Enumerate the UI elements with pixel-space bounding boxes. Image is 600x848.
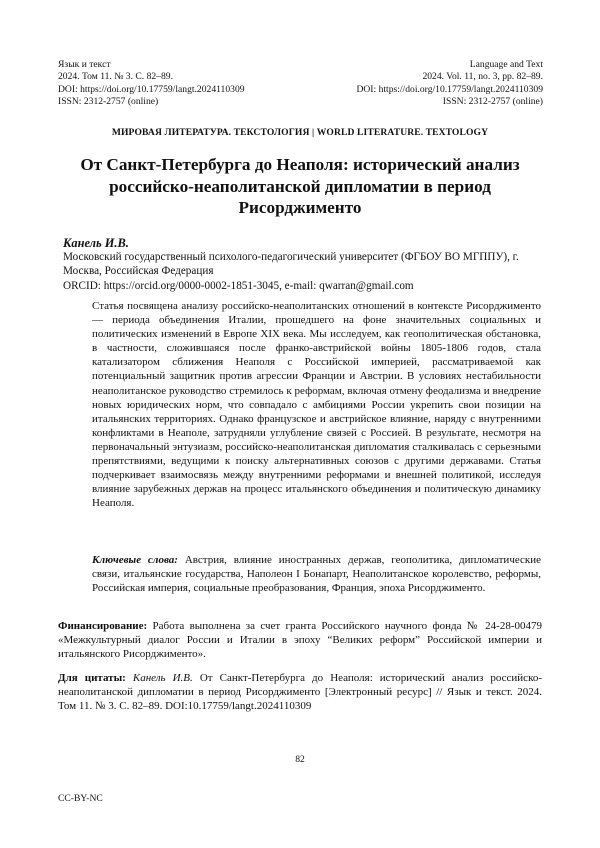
author-affiliation: [63, 250, 541, 293]
orcid-line[interactable]: ORCID: https://orcid.org/0000-0002-1851-3045, e-mail: qwarran@gmail.com: [63, 279, 541, 293]
journal-page: [0, 0, 600, 848]
section-heading: МИРОВАЯ ЛИТЕРАТУРА. ТЕКСТОЛОГИЯ | WORLD LITERATURE. TEXTOLOGY: [0, 127, 600, 138]
doi-ru[interactable]: DOI: https://doi.org/10.17759/langt.2024110309: [58, 84, 245, 96]
page-number: 82: [0, 754, 600, 765]
keywords-label: Ключевые слова:: [92, 554, 178, 566]
article-title: От Санкт-Петербурга до Неаполя: исторический анализ российско-неаполитанской дипломатии в период Рисорджименто: [50, 154, 550, 219]
journal-name-ru: Язык и текст: [58, 59, 245, 71]
funding-label: Финансирование:: [58, 620, 147, 632]
keywords-text: Австрия, влияние иностранных держав, геополитика, дипломатические связи, итальянские государства, Наполеон I Бонапарт, Неаполитанское королевство, реформы, Российская империя, социальные преобразования, Франция, эпоха Рисорджименто.: [92, 554, 541, 594]
journal-name-en: Language and Text: [356, 59, 543, 71]
header-english: [356, 59, 543, 109]
funding: [58, 619, 542, 661]
issue-info-ru: 2024. Том 11. № 3. С. 82–89.: [58, 71, 245, 83]
citation-text: От Санкт-Петербурга до Неаполя: исторический анализ российско-неаполитанской дипломатии в период Рисорджименто [Электронный ресурс] // Язык и текст. 2024. Том 11. № 3. С. 82–89. DOI:10.17759/langt.2024110309: [58, 672, 542, 712]
funding-text: Работа выполнена за счет гранта Российского научного фонда № 24-28-00479 «Межкультурный диалог России и Италии в эпоху “Великих реформ” Российской империи и итальянского Рисорджименто».: [58, 620, 542, 660]
citation-author: Канель И.В.: [133, 672, 193, 684]
affiliation-text: Московский государственный психолого-педагогический университет (ФГБОУ ВО МГППУ), г. Москва, Российская Федерация: [63, 250, 541, 279]
author-name: Канель И.В.: [63, 236, 129, 251]
citation: [58, 671, 542, 713]
issn-ru: ISSN: 2312-2757 (online): [58, 96, 245, 108]
issue-info-en: 2024. Vol. 11, no. 3, pp. 82–89.: [356, 71, 543, 83]
license-label: CC-BY-NC: [58, 793, 103, 804]
citation-label: Для цитаты:: [58, 672, 126, 684]
issn-en: ISSN: 2312-2757 (online): [356, 96, 543, 108]
header-russian: [58, 59, 245, 109]
keywords: [92, 553, 541, 595]
abstract: Статья посвящена анализу российско-неаполитанских отношений в контексте Рисорджименто — периода объединения Италии, прошедшего на фоне значительных социальных и политических изменений в Европе XIX века. Мы исследуем, как геополитическая обстановка, в частности, сложившаяся после франко-австрийской войны 1805-1806 годов, стала катализатором сближения Неаполя с Российской империей, рассматриваемой как потенциальный защитник против агрессии Франции и Австрии. В условиях нестабильности неаполитанское руководство стремилось к реформам, включая отмену феодализма и внедрение новых юридических норм, что совпадало с амбициями России укрепить свои позиции на итальянских территориях. Однако французское и австрийское влияние, наряду с внутренними конфликтами в Неаполе, затрудняли углубление связей с Россией. В результате, несмотря на первоначальный энтузиазм, российско-неаполитанская дипломатия сталкивалась с серьезными препятствиями, ведущими к поиску альтернативных союзов с другими державами. Статья подчеркивает взаимосвязь между внутренними реформами и внешней политикой, исследуя влияние зарубежных держав на процесс итальянского объединения и политическую динамику Неаполя.: [92, 299, 541, 510]
doi-en[interactable]: DOI: https://doi.org/10.17759/langt.2024110309: [356, 84, 543, 96]
